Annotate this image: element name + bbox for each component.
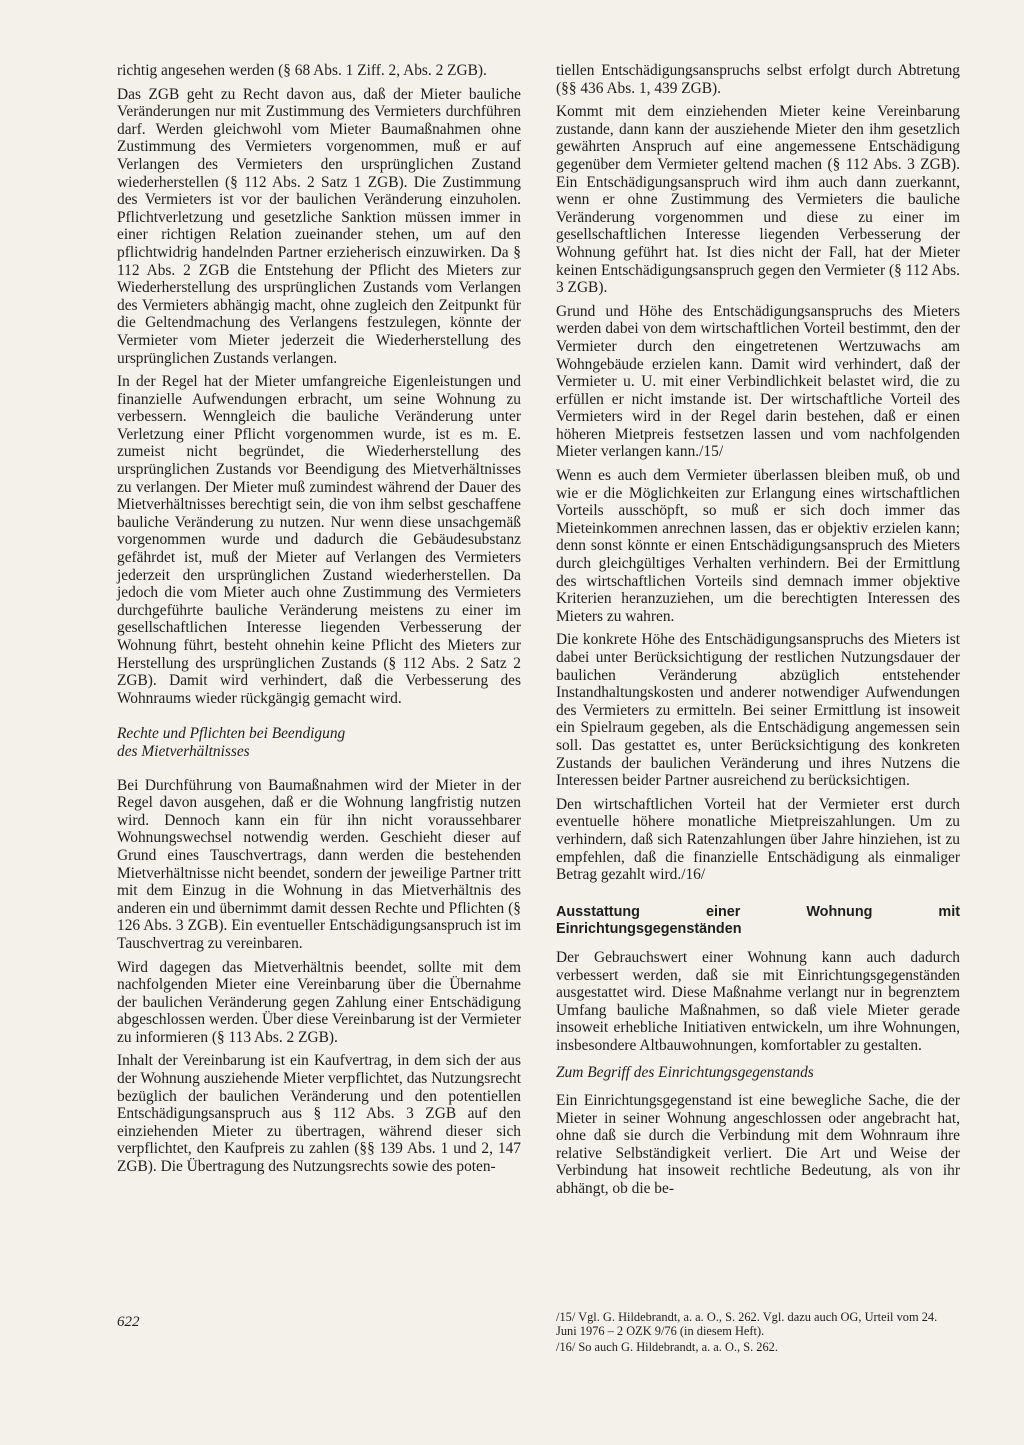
paragraph: tiellen Entschädigungsanspruchs selbst erfolgt durch Abtretung (§§ 436 Abs. 1, 439 ZGB). [556,62,960,97]
paragraph: Inhalt der Vereinbarung ist ein Kaufvertrag, in dem sich der aus der Wohnung ausziehende Mieter verpflichtet, das Nutzungsrecht bezüglich der baulichen Veränderung und den potentiellen Entschädigungsanspruch aus § 112 Abs. 3 ZGB auf den einziehenden Mieter zu übertragen, während dieser sich verpflichtet, den Kaufpreis zu zahlen (§§ 139 Abs. 1 und 2, 147 ZGB). Die Übertragung des Nutzungsrechts sowie des poten- [117,1052,521,1176]
right-column [556,62,960,1204]
paragraph: richtig angesehen werden (§ 68 Abs. 1 Ziff. 2, Abs. 2 ZGB). [117,62,487,79]
paragraph: Das ZGB geht zu Recht davon aus, daß der Mieter bauliche Veränderungen nur mit Zustimmung des Vermieters durchführen darf. Werden gleichwohl vom Mieter Baumaßnahmen ohne Zustimmung des Vermieters vorgenommen, muß er auf Verlangen des Vermieters den ursprünglichen Zustand wiederherstellen (§ 112 Abs. 2 Satz 1 ZGB). Die Zustimmung des Vermieters ist vor der baulichen Veränderung einzuholen. Pflichtverletzung und gesetzliche Sanktion müssen immer in einer richtigen Relation zueinander stehen, um auf den pflichtwidrig handelnden Partner erzieherisch einzuwirken. Da § 112 Abs. 2 ZGB die Entstehung der Pflicht des Mieters zur Wiederherstellung des ursprünglichen Zustands vom Verlangen des Vermieters abhängig macht, ohne zugleich den Zeitpunkt für die Geltendmachung des Verlangens festzulegen, könnte der Vermieter vom Mieter jederzeit die Wiederherstellung des ursprünglichen Zustands verlangen. [117,85,521,367]
footnote-15: /15/ Vgl. G. Hildebrandt, a. a. O., S. 262. Vgl. dazu auch OG, Urteil vom 24. Juni 1976 – 2 OZK 9/76 (in diesem Heft). [556,1310,938,1338]
paragraph: Der Gebrauchswert einer Wohnung kann auch dadurch verbessert werden, daß sie mit Einrichtungsgegenständen ausgestattet wird. Diese Maßnahme verlangt nur in begrenztem Umfang bauliche Maßnahmen, so daß viele Mieter gerade insoweit erhebliche Initiativen entwickeln, um ihre Wohnungen, insbesondere Altbauwohnungen, komfortabler zu gestalten. [556,948,960,1054]
footnote-16: /16/ So auch G. Hildebrandt, a. a. O., S. 262. [556,1340,778,1354]
heading-line: Rechte und Pflichten bei Beendigung [117,725,346,743]
paragraph: In der Regel hat der Mieter umfangreiche Eigenleistungen und finanzielle Aufwendungen erbracht, um seine Wohnung zu verbessern. Wenngleich die bauliche Veränderung unter Verletzung einer Pflicht vorgenommen wurde, ist es m. E. zumeist nicht begründet, die Wiederherstellung des ursprünglichen Zustands vor Beendigung des Mietverhältnisses zu verlangen. Der Mieter muß zumindest während der Dauer des Mietverhältnisses berechtigt sein, die von ihm selbst geschaffene bauliche Veränderung zu nutzen. Nur wenn diese unsachgemäß vorgenommen wurde und dadurch die Gebäudesubstanz gefährdet ist, muß der Mieter auf Verlangen des Vermieters jederzeit den ursprünglichen Zustand wiederherstellen. Da jedoch die vom Mieter auch ohne Zustimmung des Vermieters durchgeführte bauliche Veränderung meistens zu einer im gesellschaftlichen Interesse liegenden Verbesserung der Wohnung führt, besteht ohnehin keine Pflicht des Mieters zur Herstellung des ursprünglichen Zustands (§ 112 Abs. 2 Satz 2 ZGB). Damit wird verhindert, daß die Verbesserung des Wohnraums wieder rückgängig gemacht wird. [117,373,521,707]
left-column [117,62,521,1182]
section-heading-begriff: Zum Begriff des Einrichtungsgegenstands [556,1064,814,1082]
footnotes [556,1310,960,1356]
page-number: 622 [117,1314,140,1330]
section-heading-ausstattung: Ausstattung einer Wohnung mit Einrichtungsgegenständen [556,903,960,938]
paragraph: Grund und Höhe des Entschädigungsanspruchs des Mieters werden dabei von dem wirtschaftlichen Vorteil bestimmt, den der Vermieter durch den eingetretenen Wertzuwachs am Wohngebäude erzielen kann. Damit wird verhindert, daß der Vermieter u. U. mit einer Verbindlichkeit belastet wird, die zu erfüllen er nicht imstande ist. Der wirtschaftliche Vorteil des Vermieters wird in der Regel darin bestehen, daß er einen höheren Mietpreis festsetzen lassen und vom nachfolgenden Mieter verlangen kann./15/ [556,302,960,461]
paragraph: Bei Durchführung von Baumaßnahmen wird der Mieter in der Regel davon ausgehen, daß er die Wohnung langfristig nutzen wird. Dennoch kann ein für ihn nicht voraussehbarer Wohnungswechsel notwendig werden. Geschieht dieser auf Grund eines Tauschvertrags, dann werden die bestehenden Mietverhältnisse nicht beendet, sondern der jeweilige Partner tritt mit dem Einzug in die Wohnung in das Mietverhältnis des anderen ein und übernimmt damit dessen Rechte und Pflichten (§ 126 Abs. 3 ZGB). Ein eventueller Entschädigungsanspruch ist im Tauschvertrag zu vereinbaren. [117,776,521,952]
section-heading-rechte-pflichten [117,725,521,760]
heading-line: des Mietverhältnisses [117,742,250,760]
paragraph: Ein Einrichtungsgegenstand ist eine bewegliche Sache, die der Mieter in seiner Wohnung angeschlossen oder angebracht hat, ohne daß sie durch die Verbindung mit dem Wohnraum ihre relative Selbständigkeit verliert. Die Art und Weise der Verbindung hat insoweit rechtliche Bedeutung, als von ihr abhängt, ob die be- [556,1092,960,1198]
paragraph: Wird dagegen das Mietverhältnis beendet, sollte mit dem nachfolgenden Mieter eine Vereinbarung über die Übernahme der baulichen Veränderung gegen Zahlung einer Entschädigung abgeschlossen werden. Über diese Vereinbarung ist der Vermieter zu informieren (§ 113 Abs. 2 ZGB). [117,958,521,1046]
paragraph: Die konkrete Höhe des Entschädigungsanspruchs des Mieters ist dabei unter Berücksichtigung der restlichen Nutzungsdauer der baulichen Veränderung abzüglich entstehender Instandhaltungskosten und anderer notwendiger Aufwendungen des Vermieters zu ermitteln. Bei seiner Ermittlung ist insoweit ein Spielraum gegeben, als die Entschädigung angemessen sein soll. Das gestattet es, unter Berücksichtigung des konkreten Zustands der baulichen Veränderung und ihres Nutzens die Interessen beider Partner ausreichend zu berücksichtigen. [556,631,960,790]
paragraph: Wenn es auch dem Vermieter überlassen bleiben muß, ob und wie er die Möglichkeiten zur Erlangung eines wirtschaftlichen Vorteils ausschöpft, so muß er sich doch immer das Mieteinkommen anrechnen lassen, das er objektiv erzielen kann; denn sonst könnte er einen Entschädigungsanspruch des Mieters durch gleichgültiges Verhalten verhindern. Bei der Ermittlung des wirtschaftlichen Vorteils sind demnach immer objektive Kriterien heranzuziehen, um die berechtigten Interessen des Mieters zu wahren. [556,467,960,625]
paragraph: Den wirtschaftlichen Vorteil hat der Vermieter erst durch eventuelle höhere monatliche Mietpreiszahlungen. Um zu verhindern, daß sich Ratenzahlungen über Jahre hinziehen, ist zu empfehlen, daß die finanzielle Entschädigung als einmaliger Betrag gezahlt wird./16/ [556,795,960,884]
paragraph: Kommt mit dem einziehenden Mieter keine Vereinbarung zustande, dann kann der ausziehende Mieter den ihm gesetzlich gewährten Anspruch auf eine angemessene Entschädigung gegenüber dem Vermieter geltend machen (§ 112 Abs. 3 ZGB). Ein Entschädigungsanspruch wird ihm auch dann zuerkannt, wenn er ohne Zustimmung des Vermieters die bauliche Veränderung vorgenommen und diese zu einer im gesellschaftlichen Interesse liegenden Verbesserung der Wohnung geführt hat. Ist dies nicht der Fall, hat der Mieter keinen Entschädigungsanspruch gegen den Vermieter (§ 112 Abs. 3 ZGB). [556,103,960,297]
